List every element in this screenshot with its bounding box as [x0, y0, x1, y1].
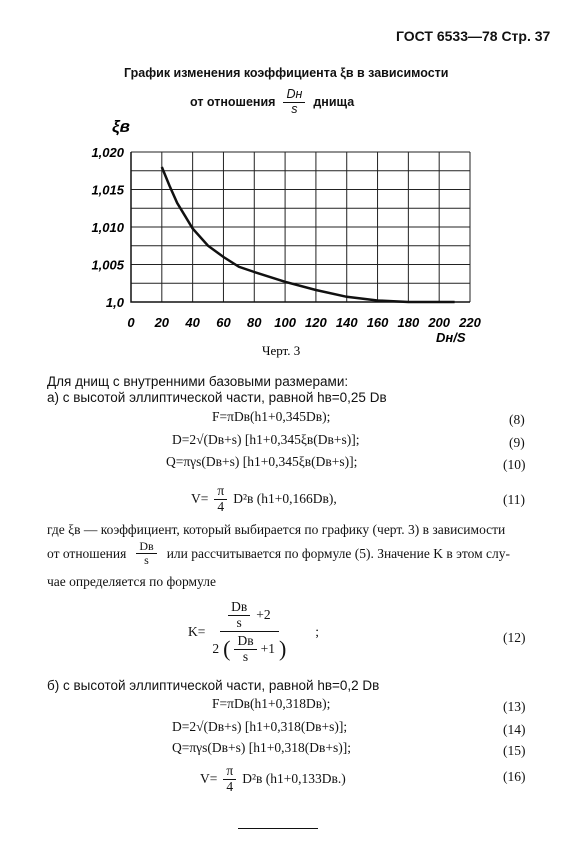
- formula-13: F=πDв(h1+0,318Dв);: [212, 696, 331, 711]
- formula-11-fraction: [214, 484, 227, 515]
- formula-12-lhs: K=: [188, 624, 206, 640]
- formula-14: D=2√(Dв+s) [h1+0,318(Dв+s)];: [172, 719, 348, 734]
- chart-title-frac-den: s: [291, 101, 298, 116]
- chart-grid: [131, 152, 470, 302]
- x-tick-label: 60: [216, 315, 231, 330]
- eq-number-10: (10): [503, 457, 526, 472]
- formula-11-num: π: [214, 484, 227, 500]
- chart-curve: [162, 167, 455, 302]
- y-axis-label: ξв: [112, 117, 130, 136]
- x-tick-label: 20: [154, 315, 170, 330]
- formula-16-lhs: V=: [200, 771, 218, 787]
- formula-16-den: 4: [226, 778, 234, 794]
- y-tick-label: 1,005: [91, 257, 124, 273]
- para-1: где ξв — коэффициент, который выбирается по графику (черт. 3) в зависимости: [47, 522, 506, 537]
- formula-12-bot-prefix: 2: [212, 640, 220, 656]
- eq-number-9: (9): [509, 435, 525, 450]
- ratio-fraction: [136, 540, 156, 567]
- bottom-rule: [238, 828, 318, 829]
- formula-15: Q=πγs(Dв+s) [h1+0,318(Dв+s)];: [172, 740, 351, 755]
- eq-number-11: (11): [503, 492, 525, 507]
- formula-16-rest: D²в (h1+0,133Dв.): [242, 771, 346, 787]
- x-axis-label: Dн/S: [436, 330, 466, 345]
- item-b-text: б) с высотой эллиптической части, равной hв=0,2 Dв: [47, 678, 380, 693]
- y-tick-label: 1,015: [91, 182, 124, 198]
- formula-10: Q=πγs(Dв+s) [h1+0,345ξв(Dв+s)];: [166, 454, 358, 469]
- eq-number-8: (8): [509, 412, 525, 427]
- chart-title-line1: График изменения коэффициента ξв в зависимости: [124, 66, 449, 80]
- formula-12-top-den: s: [236, 614, 242, 630]
- formula-16-fraction: [223, 764, 236, 795]
- chart-caption: Черт. 3: [262, 343, 301, 358]
- para-3: чае определяется по формуле: [47, 574, 216, 589]
- eq-number-12: (12): [503, 630, 526, 645]
- formula-12-bot-den: s: [242, 648, 249, 664]
- formula-12-main-fraction: [209, 600, 289, 664]
- intro-text: Для днищ с внутренними базовыми размерами:: [47, 374, 349, 389]
- y-tick-labels: [91, 145, 124, 310]
- formula-16-num: π: [223, 764, 236, 780]
- formula-8: F=πDв(h1+0,345Dв);: [212, 409, 331, 424]
- formula-11-lhs: V=: [191, 491, 209, 507]
- formula-12-top-fraction: [228, 600, 250, 631]
- para-2: [47, 540, 510, 567]
- x-tick-label: 120: [305, 315, 327, 330]
- formula-12-top-num: Dв: [228, 600, 250, 616]
- x-tick-labels: [127, 315, 481, 330]
- formula-9: D=2√(Dв+s) [h1+0,345ξв(Dв+s)];: [172, 432, 360, 447]
- formula-12-bot-fraction: [234, 634, 256, 665]
- ratio-den: s: [144, 553, 149, 568]
- x-tick-label: 40: [185, 315, 200, 330]
- formula-12-top: [220, 600, 279, 632]
- y-tick-label: 1,0: [105, 295, 124, 310]
- x-tick-label: 160: [366, 315, 389, 330]
- eq-number-13: (13): [503, 699, 526, 714]
- formula-12-top-rest: +2: [256, 606, 271, 622]
- y-tick-label: 1,020: [91, 145, 124, 160]
- chart-title-frac-num: Dн: [283, 88, 305, 103]
- formula-12: [188, 600, 319, 664]
- item-a-text: а) с высотой эллиптической части, равной hв=0,25 Dв: [47, 390, 387, 405]
- x-tick-label: 180: [397, 315, 420, 330]
- ratio-num: Dв: [136, 540, 156, 554]
- formula-12-bot-rest: +1: [260, 640, 275, 656]
- formula-11-den: 4: [217, 498, 225, 514]
- eq-number-15: (15): [503, 743, 526, 758]
- x-tick-label: 220: [459, 315, 481, 330]
- formula-16: [200, 764, 346, 795]
- x-tick-label: 80: [247, 315, 262, 330]
- formula-12-bottom: 2 ( $\frac{Dв}{s}$ +1 ): [212, 632, 287, 664]
- x-tick-label: 100: [274, 315, 296, 330]
- formula-12-end: ;: [315, 624, 320, 640]
- page-header: ГОСТ 6533—78 Стр. 37: [396, 28, 551, 44]
- x-tick-label: 0: [127, 315, 135, 330]
- chart-title-suffix: днища: [313, 95, 355, 110]
- para-2-suffix: или рассчитывается по формуле (5). Значение K в этом слу-: [166, 545, 511, 561]
- y-tick-label: 1,010: [91, 220, 124, 235]
- chart-title-prefix: от отношения: [190, 95, 276, 110]
- x-tick-label: 200: [428, 315, 451, 330]
- para-2-prefix: от отношения: [47, 545, 127, 561]
- formula-12-bot-num: Dв: [234, 634, 256, 650]
- formula-11: [191, 484, 337, 515]
- eq-number-16: (16): [503, 769, 526, 784]
- eq-number-14: (14): [503, 722, 526, 737]
- x-tick-label: 140: [335, 315, 358, 330]
- chart: [0, 110, 572, 360]
- formula-11-rest: D²в (h1+0,166Dв),: [233, 491, 337, 507]
